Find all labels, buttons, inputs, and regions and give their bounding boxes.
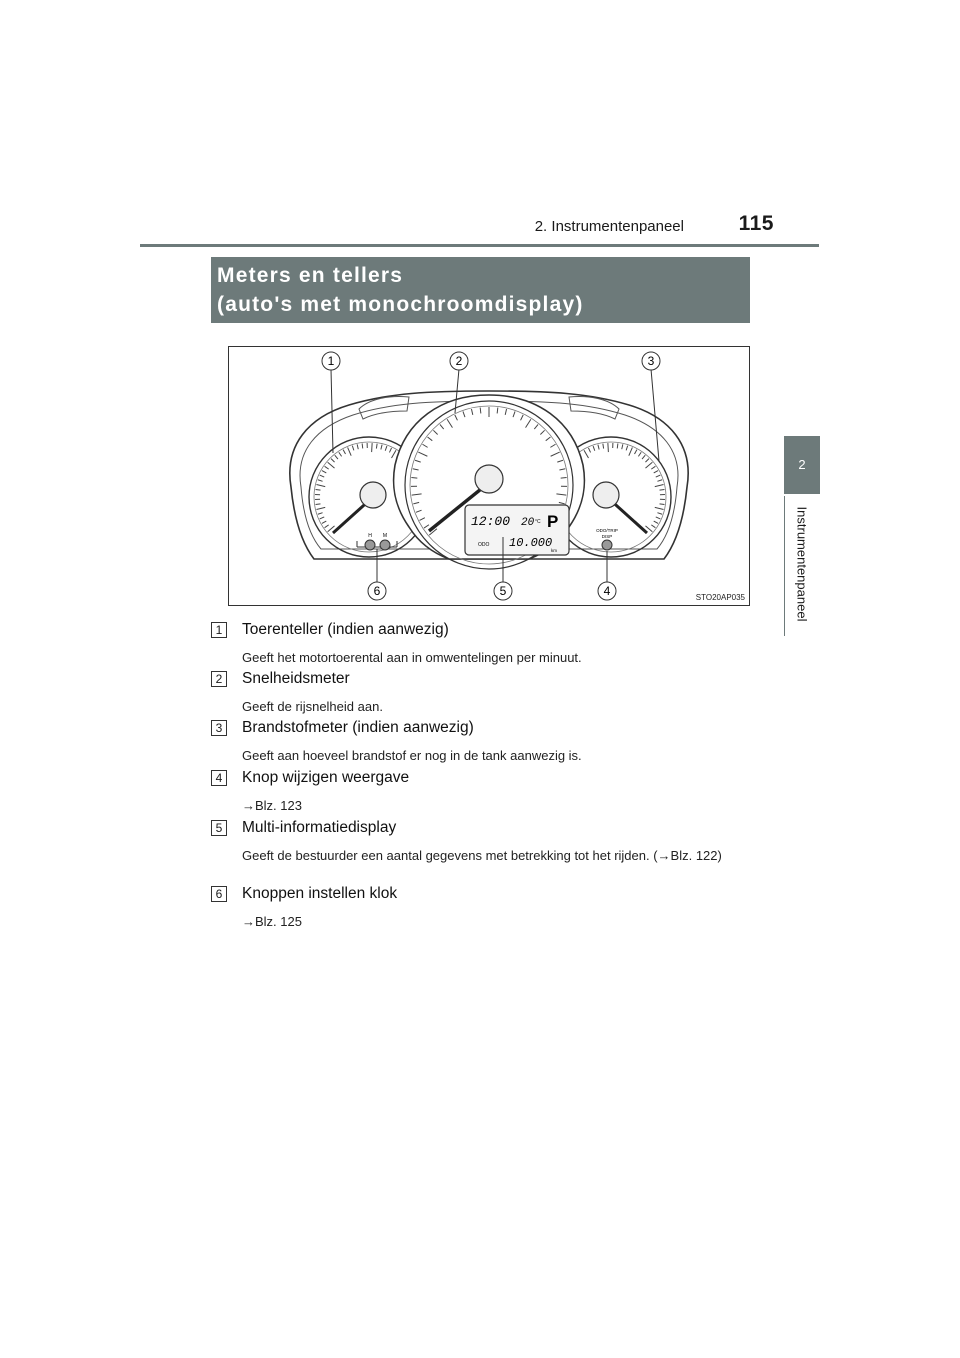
item-number: 6 — [211, 886, 227, 902]
dial-tick — [645, 459, 649, 463]
page-number: 115 — [738, 212, 774, 235]
dial-tick — [343, 450, 345, 454]
item-number: 1 — [211, 622, 227, 638]
chapter-title: 2. Instrumentenpaneel — [534, 218, 684, 235]
item-description: Geeft de bestuurder een aantal gegevens met betrekking tot het rijden. (→Blz. 122) — [242, 848, 722, 863]
display-odometer: 10.000 — [509, 536, 553, 550]
dial-tick — [656, 475, 661, 477]
item-page-reference[interactable]: →Blz. 125 — [242, 914, 302, 929]
dial-tick — [362, 443, 363, 448]
header-divider — [140, 244, 819, 247]
dial-tick — [654, 471, 658, 473]
item-number: 5 — [211, 820, 227, 836]
item-title: Toerenteller (indien aanwezig) — [242, 621, 449, 638]
section-title — [211, 257, 750, 323]
dial-tick — [654, 521, 658, 523]
clock-hour-label: H — [368, 533, 372, 539]
chapter-tab-line — [784, 496, 785, 636]
dial-tick — [320, 517, 325, 519]
callout-number-6: 6 — [373, 584, 381, 598]
dial-tick — [316, 489, 321, 490]
dial-tick — [617, 443, 618, 448]
dial-tick — [331, 459, 335, 463]
instrument-cluster-illustration — [229, 347, 749, 605]
dial-tick — [660, 504, 665, 505]
dial-tick — [660, 489, 665, 490]
display-clock: 12:00 — [471, 514, 511, 529]
display-odo-unit: km — [551, 548, 557, 553]
dial-tick — [316, 507, 325, 509]
callout-number-4: 4 — [603, 584, 611, 598]
figure-code: STO20AP035 — [695, 593, 745, 602]
dial-tick — [645, 462, 652, 468]
fuel-gauge-hub — [593, 482, 619, 508]
display-temperature-unit: °C — [535, 519, 541, 525]
dial-tick — [626, 446, 628, 451]
dial-tick — [651, 466, 655, 469]
dial-tick — [316, 485, 325, 487]
dial-tick — [657, 513, 662, 515]
item-page-reference[interactable]: →Blz. 123 — [242, 798, 302, 813]
item-description: Geeft de rijsnelheid aan. — [242, 699, 383, 714]
dial-tick — [320, 475, 325, 477]
dial-tick — [372, 443, 373, 452]
callout-number-3: 3 — [647, 354, 655, 368]
display-change-button[interactable] — [602, 540, 612, 550]
section-title-line1: Meters en tellers — [217, 264, 404, 287]
dial-tick — [656, 517, 661, 519]
dial-tick — [655, 507, 664, 509]
dial-tick — [322, 521, 326, 523]
dial-tick — [392, 450, 397, 458]
item-number: 4 — [211, 770, 227, 786]
item-number: 3 — [211, 720, 227, 736]
dial-tick — [316, 504, 321, 505]
dial-tick — [655, 485, 664, 487]
chapter-tab[interactable]: 2 — [784, 436, 820, 494]
item-description: Geeft het motortoerental aan in omwentelingen per minuut. — [242, 650, 582, 665]
item-title: Knop wijzigen weergave — [242, 769, 410, 786]
dial-tick — [411, 478, 417, 479]
instrument-cluster-figure — [228, 346, 750, 606]
clock-hour-button[interactable] — [365, 540, 375, 550]
dial-tick — [352, 446, 354, 451]
dial-tick — [318, 513, 323, 515]
tachometer-hub — [360, 482, 386, 508]
dial-tick — [389, 448, 391, 453]
callout-number-1: 1 — [327, 354, 335, 368]
item-title: Multi-informatiedisplay — [242, 819, 397, 836]
speedometer-hub — [475, 465, 503, 493]
clock-minute-label: M — [382, 533, 388, 539]
dial-tick — [325, 466, 329, 469]
chapter-tab-label: Instrumentenpaneel — [794, 506, 810, 622]
display-button-label-top: ODO/TRIP — [596, 528, 618, 533]
dial-tick — [608, 443, 609, 452]
dial-tick — [622, 444, 623, 449]
dial-tick — [480, 408, 481, 414]
section-title-line2: (auto's met monochroomdisplay) — [217, 293, 584, 316]
display-button-label-bottom: DISP — [601, 534, 613, 539]
display-temperature: 20 — [521, 517, 535, 529]
dial-tick — [657, 480, 662, 482]
dial-tick — [593, 446, 595, 451]
callout-number-5: 5 — [499, 584, 507, 598]
clock-minute-button[interactable] — [380, 540, 390, 550]
dial-tick — [322, 471, 326, 473]
dial-tick — [584, 450, 589, 458]
dial-tick — [318, 480, 323, 482]
display-gear: P — [547, 512, 559, 531]
item-title: Brandstofmeter (indien aanwezig) — [242, 719, 474, 736]
dial-tick — [328, 462, 335, 468]
dial-tick — [348, 447, 352, 455]
dial-tick — [651, 525, 655, 528]
dial-tick — [561, 478, 567, 479]
dial-tick — [603, 444, 604, 449]
dial-tick — [357, 444, 358, 449]
item-title: Snelheidsmeter — [242, 670, 350, 687]
dial-tick — [598, 445, 599, 450]
dial-tick — [635, 450, 637, 454]
dial-tick — [381, 445, 382, 450]
item-number: 2 — [211, 671, 227, 687]
dial-tick — [339, 452, 342, 456]
callout-number-2: 2 — [455, 354, 463, 368]
dial-tick — [642, 455, 645, 459]
item-title: Knoppen instellen klok — [242, 885, 398, 902]
dial-tick — [385, 446, 387, 451]
dial-tick — [376, 444, 377, 449]
dial-tick — [638, 452, 641, 456]
dial-tick — [497, 408, 498, 414]
dial-tick — [325, 525, 329, 528]
item-description: Geeft aan hoeveel brandstof er nog in de tank aanwezig is. — [242, 748, 582, 763]
dial-tick — [335, 455, 338, 459]
dial-tick — [629, 447, 633, 455]
display-odo-label: ODO — [478, 542, 490, 548]
dial-tick — [588, 448, 590, 453]
